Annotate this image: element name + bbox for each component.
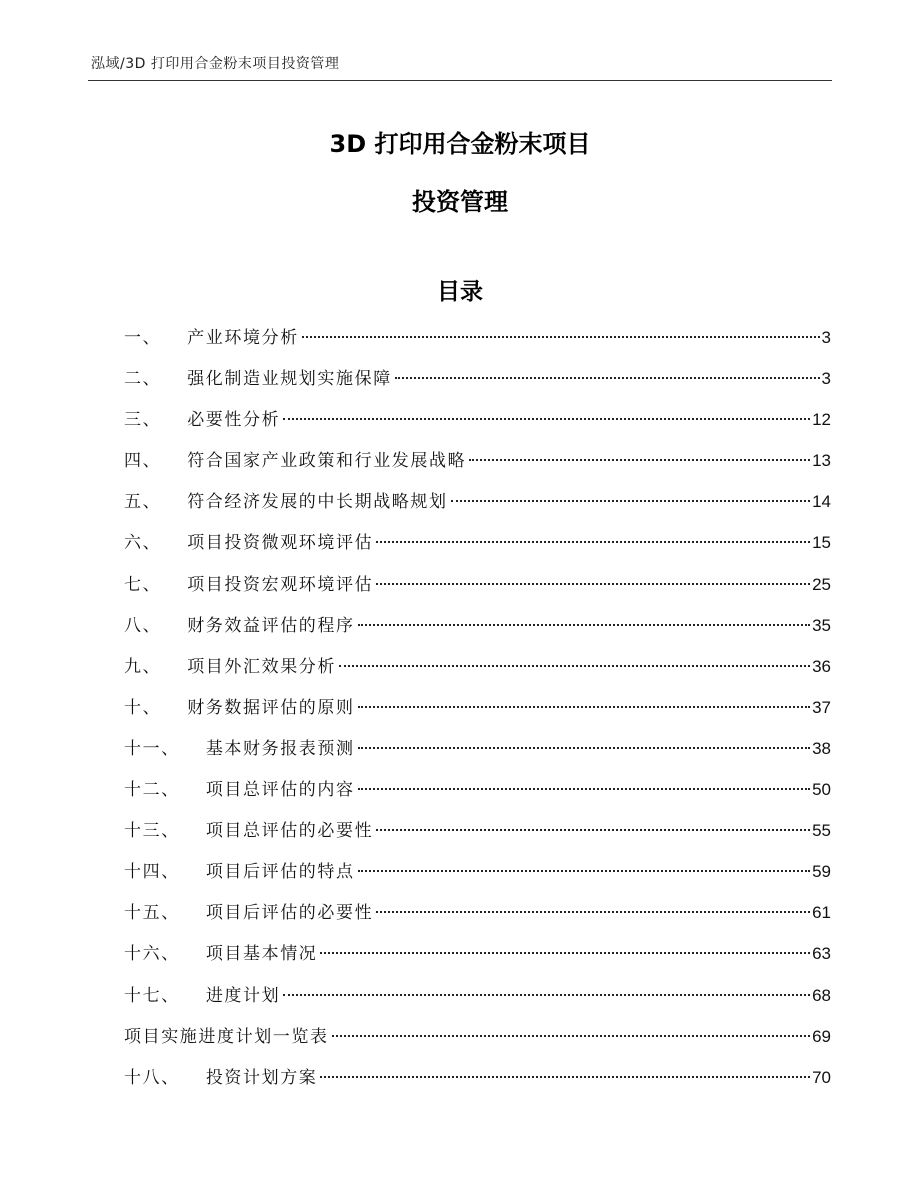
toc-entry-title: 项目后评估的必要性 [205,903,374,924]
toc-dot-leader [320,1076,810,1078]
toc-entry-page: 61 [812,903,831,923]
toc-entry-page: 13 [812,451,831,471]
toc-entry-page: 55 [812,821,831,841]
toc-entry-page: 35 [812,615,831,635]
toc-dot-leader [302,336,820,338]
toc-dot-leader [451,500,810,502]
toc-entry[interactable] [124,978,831,1019]
toc-entry-title: 项目实施进度计划一览表 [124,1026,329,1047]
toc-entry[interactable] [124,813,831,854]
toc-dot-leader [358,788,810,790]
toc-entry-page: 3 [821,369,831,389]
toc-entry-page: 36 [812,656,831,676]
toc-entry-number: 十二、 [124,780,180,801]
toc-entry[interactable] [124,1060,831,1101]
toc-entry[interactable] [124,731,831,772]
toc-entry[interactable] [124,402,831,443]
toc-dot-leader [283,994,810,996]
toc-entry-number: 五、 [124,492,162,513]
toc-entry-number: 十五、 [124,903,180,924]
toc-dot-leader [320,952,810,954]
toc-entry-title: 项目外汇效果分析 [187,656,337,677]
toc-entry-number: 四、 [124,451,162,472]
toc-entry-title: 项目后评估的特点 [205,862,355,883]
toc-entry-page: 70 [812,1067,831,1087]
toc-entry-number: 六、 [124,533,162,554]
toc-dot-leader [339,665,810,667]
toc-entry-title: 必要性分析 [187,410,281,431]
toc-dot-leader [395,377,820,379]
toc-entry[interactable] [124,443,831,484]
toc-dot-leader [376,541,810,543]
toc-entry-title: 投资计划方案 [205,1067,318,1088]
toc-entry-title: 财务数据评估的原则 [187,697,355,718]
toc-entry[interactable] [124,854,831,895]
toc-entry-title: 项目总评估的必要性 [205,821,374,842]
toc-entry[interactable] [124,649,831,690]
toc-entry-number: 十、 [124,697,162,718]
document-subtitle: 投资管理 [412,188,508,216]
toc-entry-title: 项目投资微观环境评估 [187,533,374,554]
table-of-contents [124,320,831,1101]
toc-entry[interactable] [124,936,831,977]
toc-entry-title: 进度计划 [205,985,281,1006]
toc-entry[interactable] [124,484,831,525]
running-header: 泓域/3D 打印用合金粉末项目投资管理 [91,56,340,72]
toc-entry-number: 八、 [124,615,162,636]
toc-entry-number: 十七、 [124,985,180,1006]
toc-entry-page: 3 [821,328,831,347]
toc-entry-page: 38 [812,738,831,758]
toc-entry[interactable] [124,361,831,402]
toc-dot-leader [358,870,810,872]
toc-entry-title: 产业环境分析 [187,328,299,348]
toc-dot-leader [376,583,810,585]
toc-entry-number: 十三、 [124,821,180,842]
toc-entry-title: 基本财务报表预测 [205,738,355,759]
toc-dot-leader [376,911,810,913]
toc-entry-page: 15 [812,533,831,553]
toc-entry-page: 50 [812,780,831,800]
toc-entry[interactable] [124,690,831,731]
toc-entry[interactable] [124,772,831,813]
toc-entry-page: 12 [812,410,831,430]
toc-entry-title: 项目总评估的内容 [205,780,355,801]
toc-entry-number: 十六、 [124,944,180,965]
toc-entry-page: 25 [812,574,831,594]
toc-dot-leader [358,706,810,708]
toc-entry-page: 63 [812,944,831,964]
toc-entry-number: 七、 [124,574,162,595]
toc-dot-leader [358,624,810,626]
toc-entry[interactable] [124,608,831,649]
toc-entry-number: 十一、 [124,738,180,759]
toc-entry-title: 项目基本情况 [205,944,318,965]
toc-entry[interactable] [124,525,831,566]
toc-entry-title: 项目投资宏观环境评估 [187,574,374,595]
toc-entry[interactable] [124,567,831,608]
document-title: 3D 打印用合金粉末项目 [329,130,591,158]
toc-entry-number: 九、 [124,656,162,677]
toc-entry-number: 一、 [124,328,162,348]
toc-entry-page: 68 [812,985,831,1005]
toc-dot-leader [332,1035,810,1037]
toc-entry-number: 十四、 [124,862,180,883]
toc-entry[interactable] [124,1019,831,1060]
toc-entry[interactable] [124,895,831,936]
toc-entry-number: 二、 [124,369,162,390]
toc-dot-leader [469,459,810,461]
toc-entry-page: 14 [812,492,831,512]
toc-entry-page: 37 [812,697,831,717]
toc-dot-leader [358,747,810,749]
toc-entry-number: 十八、 [124,1067,180,1088]
toc-entry-title: 符合国家产业政策和行业发展战略 [187,451,467,472]
toc-entry-title: 强化制造业规划实施保障 [187,369,392,390]
toc-entry[interactable] [124,320,831,361]
toc-entry-title: 财务效益评估的程序 [187,615,355,636]
toc-dot-leader [283,418,810,420]
header-rule [88,80,832,81]
toc-dot-leader [376,829,810,831]
toc-entry-number: 三、 [124,410,162,431]
toc-entry-page: 69 [812,1026,831,1046]
toc-heading: 目录 [437,279,483,305]
toc-entry-title: 符合经济发展的中长期战略规划 [187,492,448,513]
toc-entry-page: 59 [812,862,831,882]
